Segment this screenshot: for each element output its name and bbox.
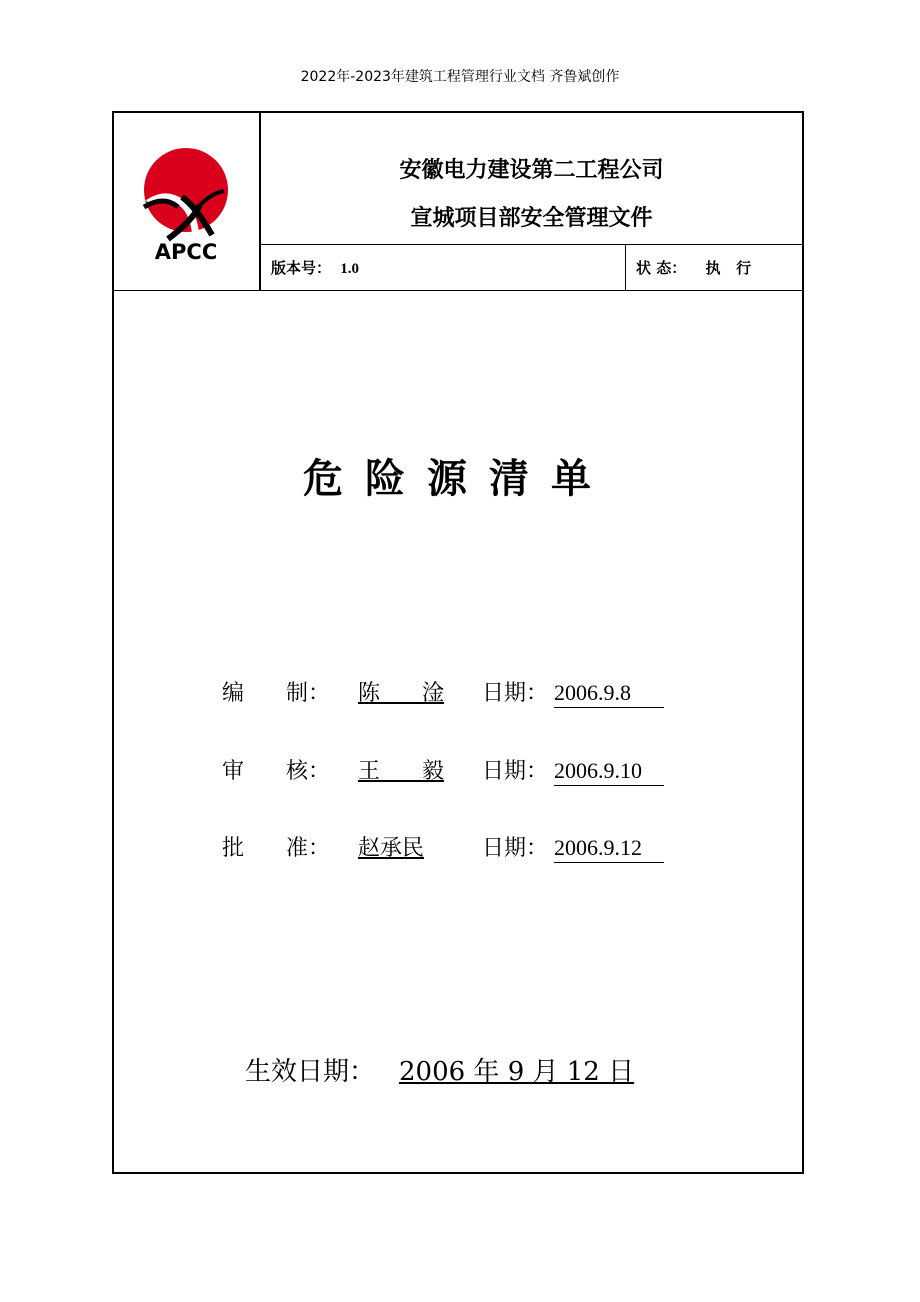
signature-name: 陈 淦: [358, 681, 444, 706]
signature-date: 2006.9.12: [554, 834, 664, 863]
status-cell: [626, 245, 802, 291]
document-title: 危险源清单: [303, 456, 613, 502]
document-frame: [112, 111, 804, 1174]
version-value: 1.0: [340, 261, 359, 277]
effective-date-label: 生效日期：: [245, 1057, 376, 1087]
signature-date-label: 日期：: [482, 759, 549, 784]
version-label: 版本号：: [271, 259, 332, 277]
status-label: 状 态：: [636, 259, 687, 277]
signature-date-label: 日期：: [482, 836, 549, 861]
logo-text: APCC: [154, 240, 218, 263]
signature-date: 2006.9.8: [554, 679, 664, 708]
signature-date-label: 日期：: [482, 681, 549, 706]
effective-date-value: 2006 年 9 月 12 日: [399, 1057, 635, 1087]
signature-name: 王 毅: [358, 759, 444, 784]
status-value: 执 行: [705, 259, 752, 277]
document-category: 宣城项目部安全管理文件: [410, 206, 653, 231]
signature-name: 赵承民: [358, 836, 425, 861]
page-header: 2022年-2023年建筑工程管理行业文档 齐鲁斌创作: [300, 69, 620, 85]
logo-cell: [114, 113, 261, 291]
signature-label: 审 核：: [222, 759, 330, 784]
signature-date: 2006.9.10: [554, 757, 664, 786]
company-name: 安徽电力建设第二工程公司: [399, 158, 664, 183]
version-cell: [261, 245, 626, 291]
signature-label: 批 准：: [222, 836, 330, 861]
signature-label: 编 制：: [222, 681, 330, 706]
title-cell: [261, 113, 802, 245]
apcc-logo-icon: [138, 147, 236, 263]
